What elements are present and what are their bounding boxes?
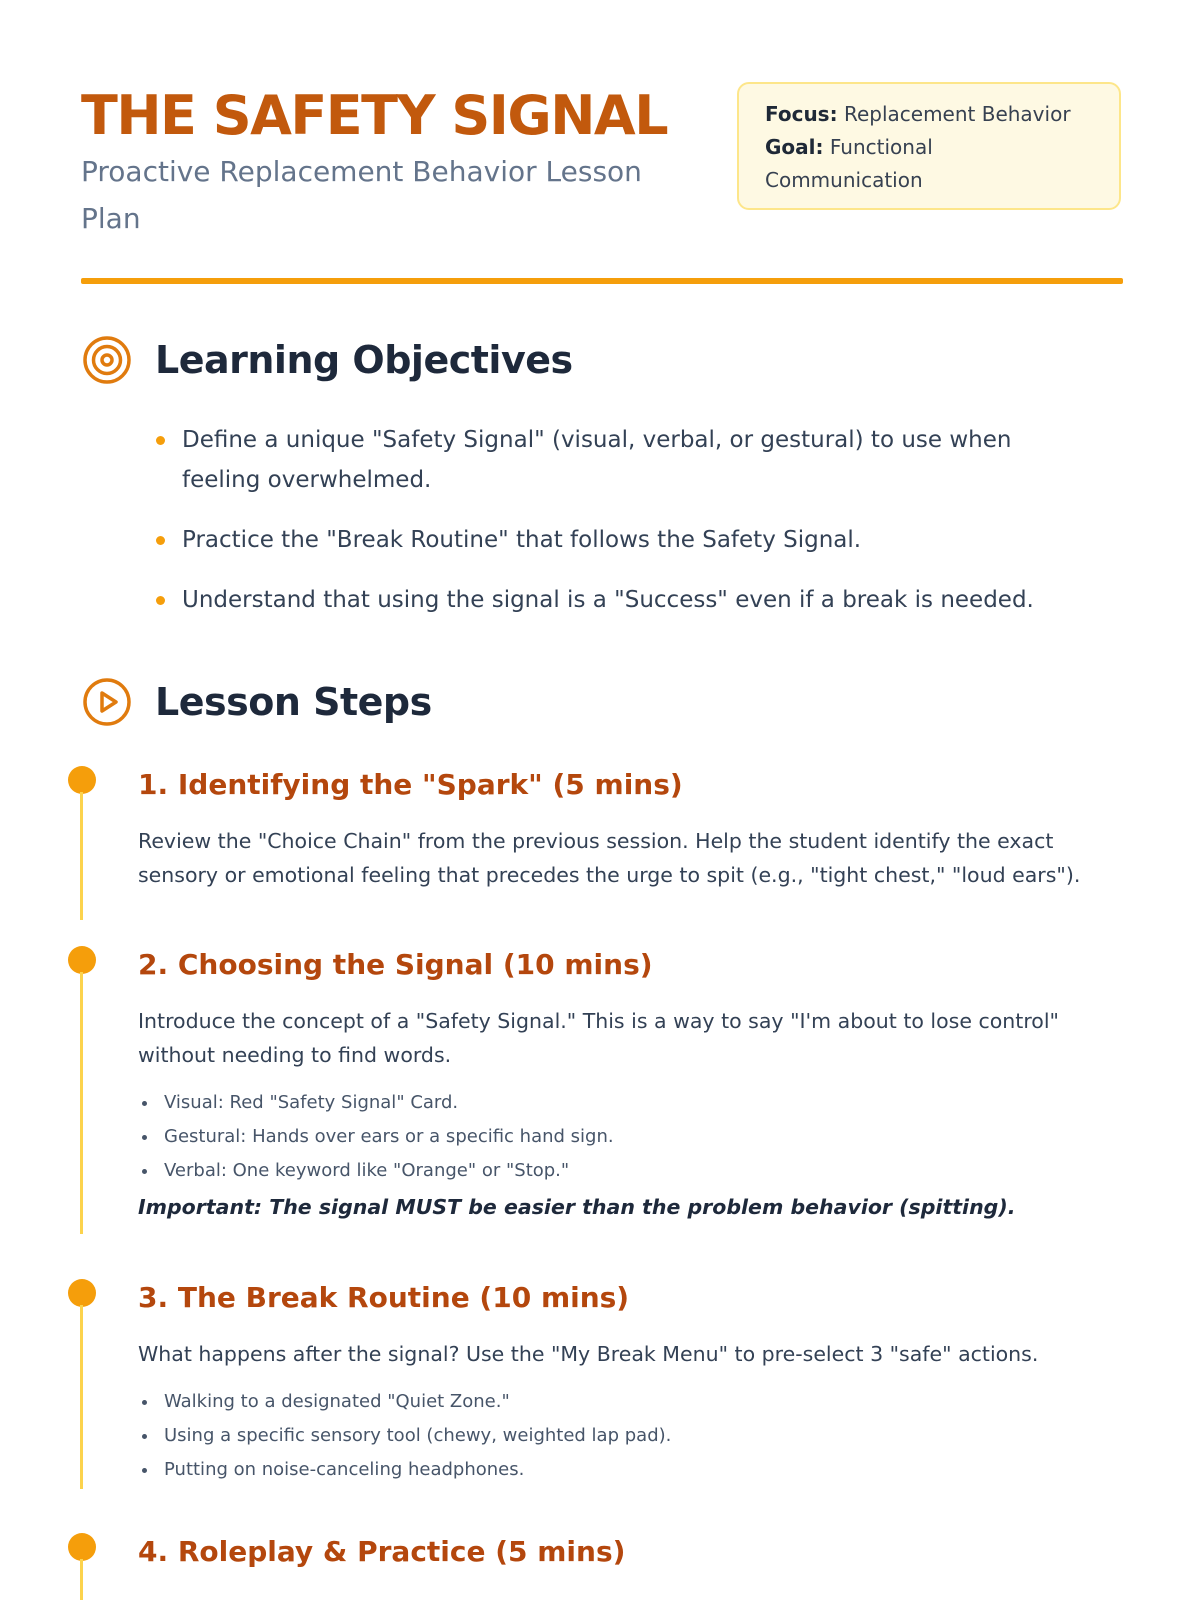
target-icon bbox=[81, 334, 133, 386]
focus-line bbox=[765, 98, 1093, 131]
timeline-dot bbox=[68, 766, 96, 794]
step-bullet-list bbox=[164, 1086, 1064, 1188]
goal-label: Goal: bbox=[765, 135, 824, 159]
timeline-line bbox=[80, 1305, 83, 1489]
step-title: 3. The Break Routine (10 mins) bbox=[138, 1281, 630, 1314]
header-divider bbox=[81, 278, 1123, 284]
list-item: Define a unique "Safety Signal" (visual, verbal, or gestural) to use when feeling overwhelmed. bbox=[150, 420, 1070, 500]
page-title: THE SAFETY SIGNAL bbox=[81, 84, 668, 147]
step-title: 4. Roleplay & Practice (5 mins) bbox=[138, 1535, 626, 1568]
list-item: Understand that using the signal is a "Success" even if a break is needed. bbox=[150, 580, 1070, 620]
step-description: Introduce the concept of a "Safety Signal." This is a way to say "I'm about to lose control" without needing to find words. bbox=[138, 1009, 1059, 1067]
list-item: Gestural: Hands over ears or a specific hand sign. bbox=[164, 1120, 1064, 1154]
focus-value: Replacement Behavior bbox=[843, 102, 1071, 126]
lesson-meta-box bbox=[737, 82, 1121, 210]
objectives-heading: Learning Objectives bbox=[155, 338, 573, 382]
step-title: 2. Choosing the Signal (10 mins) bbox=[138, 948, 653, 981]
timeline-dot bbox=[68, 1279, 96, 1307]
list-item: Using a specific sensory tool (chewy, weighted lap pad). bbox=[164, 1419, 1064, 1453]
step-bullet-list bbox=[164, 1385, 1064, 1487]
play-circle-icon bbox=[81, 676, 133, 728]
lesson-steps-heading: Lesson Steps bbox=[155, 680, 432, 724]
step-description: What happens after the signal? Use the "My Break Menu" to pre-select 3 "safe" actions. bbox=[138, 1342, 1039, 1366]
focus-label: Focus: bbox=[765, 102, 838, 126]
list-item: Visual: Red "Safety Signal" Card. bbox=[164, 1086, 1064, 1120]
timeline-dot bbox=[68, 1533, 96, 1561]
timeline-line bbox=[80, 792, 83, 920]
list-item: Verbal: One keyword like "Orange" or "Stop." bbox=[164, 1154, 1064, 1188]
page-header bbox=[81, 80, 1123, 284]
timeline-line bbox=[80, 972, 83, 1234]
step-description: Review the "Choice Chain" from the previous session. Help the student identify the exact sensory or emotional feeling that precedes the urge to spit (e.g., "tight chest," "loud ears"). bbox=[138, 829, 1081, 887]
page-subtitle: Proactive Replacement Behavior Lesson Plan bbox=[81, 155, 642, 235]
list-item: Practice the "Break Routine" that follows the Safety Signal. bbox=[150, 520, 1070, 560]
timeline-dot bbox=[68, 946, 96, 974]
list-item: Putting on noise-canceling headphones. bbox=[164, 1453, 1064, 1487]
objectives-list bbox=[150, 420, 1070, 640]
important-note: Important: The signal MUST be easier than the problem behavior (spitting). bbox=[138, 1195, 1016, 1219]
goal-line bbox=[765, 131, 1093, 197]
goal-value: Functional Communication bbox=[765, 135, 933, 192]
step-title: 1. Identifying the "Spark" (5 mins) bbox=[138, 768, 683, 801]
timeline-line bbox=[80, 1559, 83, 1600]
list-item: Walking to a designated "Quiet Zone." bbox=[164, 1385, 1064, 1419]
